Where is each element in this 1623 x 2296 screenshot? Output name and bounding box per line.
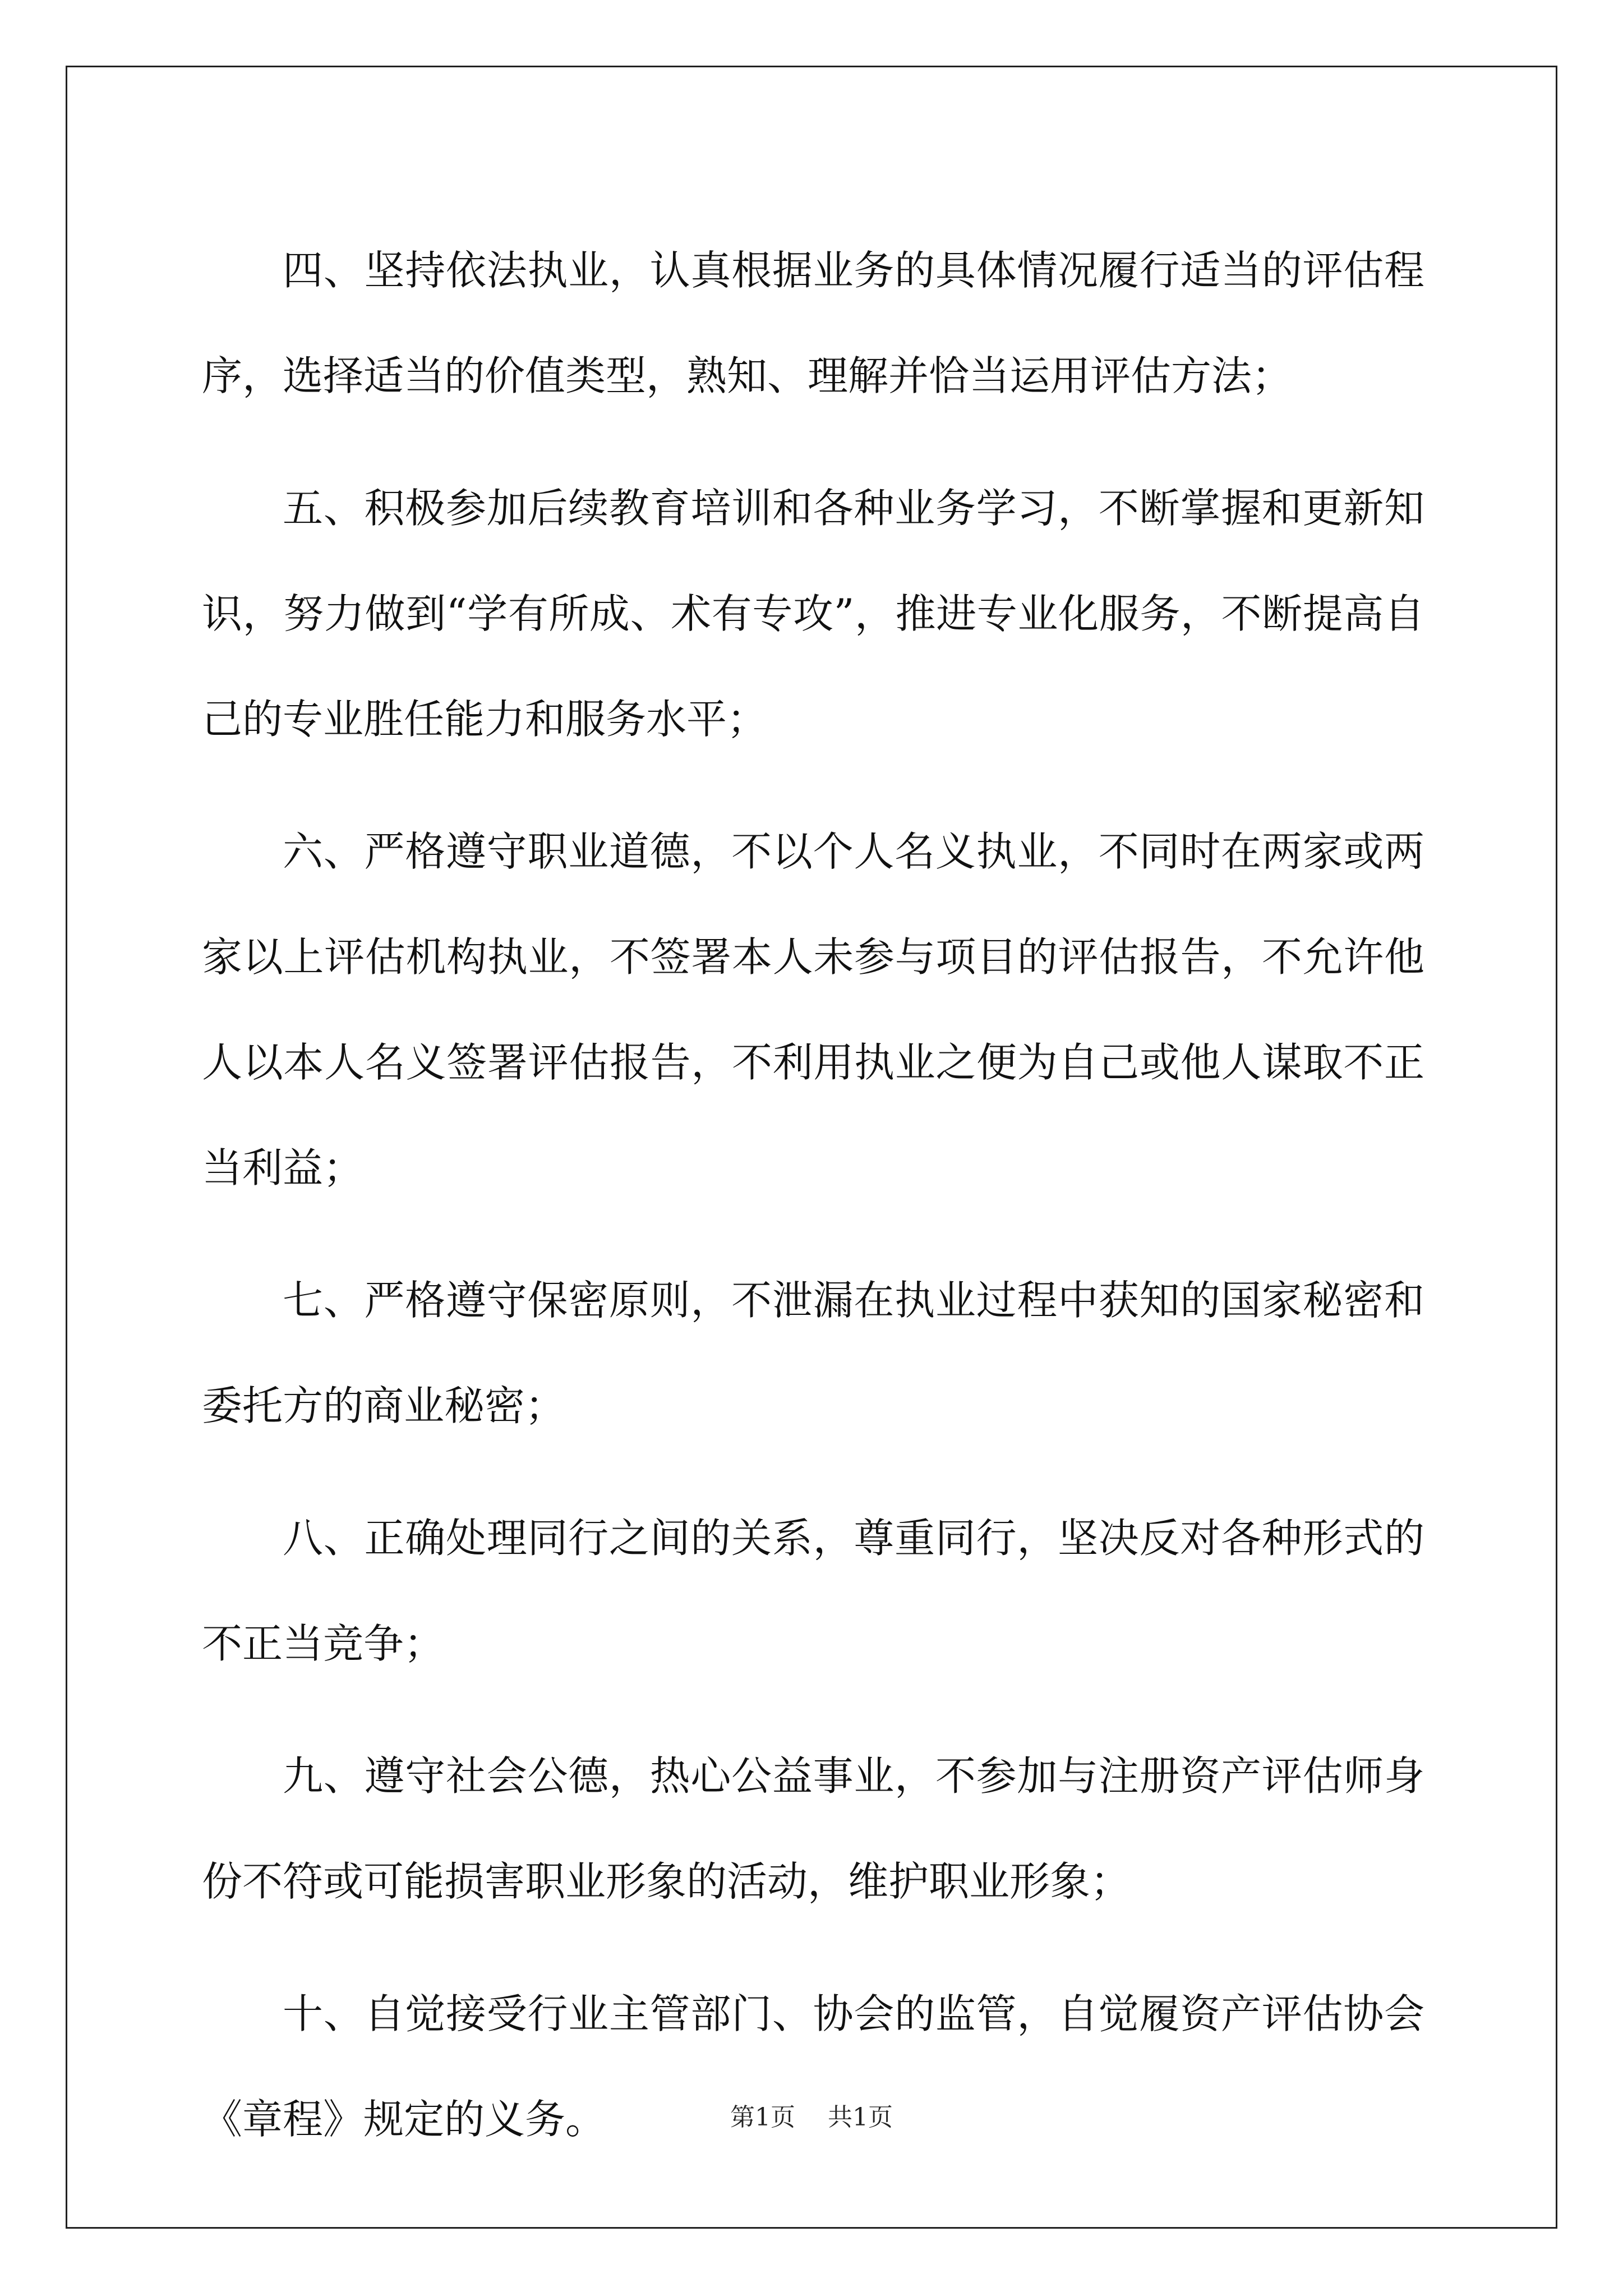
paragraph-item-6: 六、严格遵守职业道德，不以个人名义执业，不同时在两家或两家以上评估机构执业，不签署本人未参与项目的评估报告，不允许他人以本人名义签署评估报告，不利用执业之便为自己或他人谋取不正当利益； [202, 828, 1424, 1191]
paragraph-item-4: 四、坚持依法执业，认真根据业务的具体情况履行适当的评估程序，选择适当的价值类型，熟知、理解并恰当运用评估方法； [202, 247, 1424, 399]
paragraph-item-8: 八、正确处理同行之间的关系，尊重同行，坚决反对各种形式的不正当竞争； [202, 1515, 1424, 1667]
page-footer [0, 2097, 1623, 2133]
paragraph-item-7: 七、严格遵守保密原则，不泄漏在执业过程中获知的国家秘密和委托方的商业秘密； [202, 1277, 1424, 1429]
paragraph-item-10: 十、自觉接受行业主管部门、协会的监管，自觉履资产评估协会《章程》规定的义务。 [202, 1990, 1424, 2143]
paragraph-item-9: 九、遵守社会公德，热心公益事业，不参加与注册资产评估师身份不符或可能损害职业形象的活动，维护职业形象； [202, 1752, 1424, 1905]
page-number-total: 共1页 [828, 2103, 893, 2132]
paragraph-item-5: 五、积极参加后续教育培训和各种业务学习，不断掌握和更新知识，努力做到“学有所成、术有专攻”，推进专业化服务，不断提高自己的专业胜任能力和服务水平； [202, 485, 1424, 743]
document-body [202, 218, 1424, 2199]
page-number-current: 第1页 [730, 2103, 795, 2132]
